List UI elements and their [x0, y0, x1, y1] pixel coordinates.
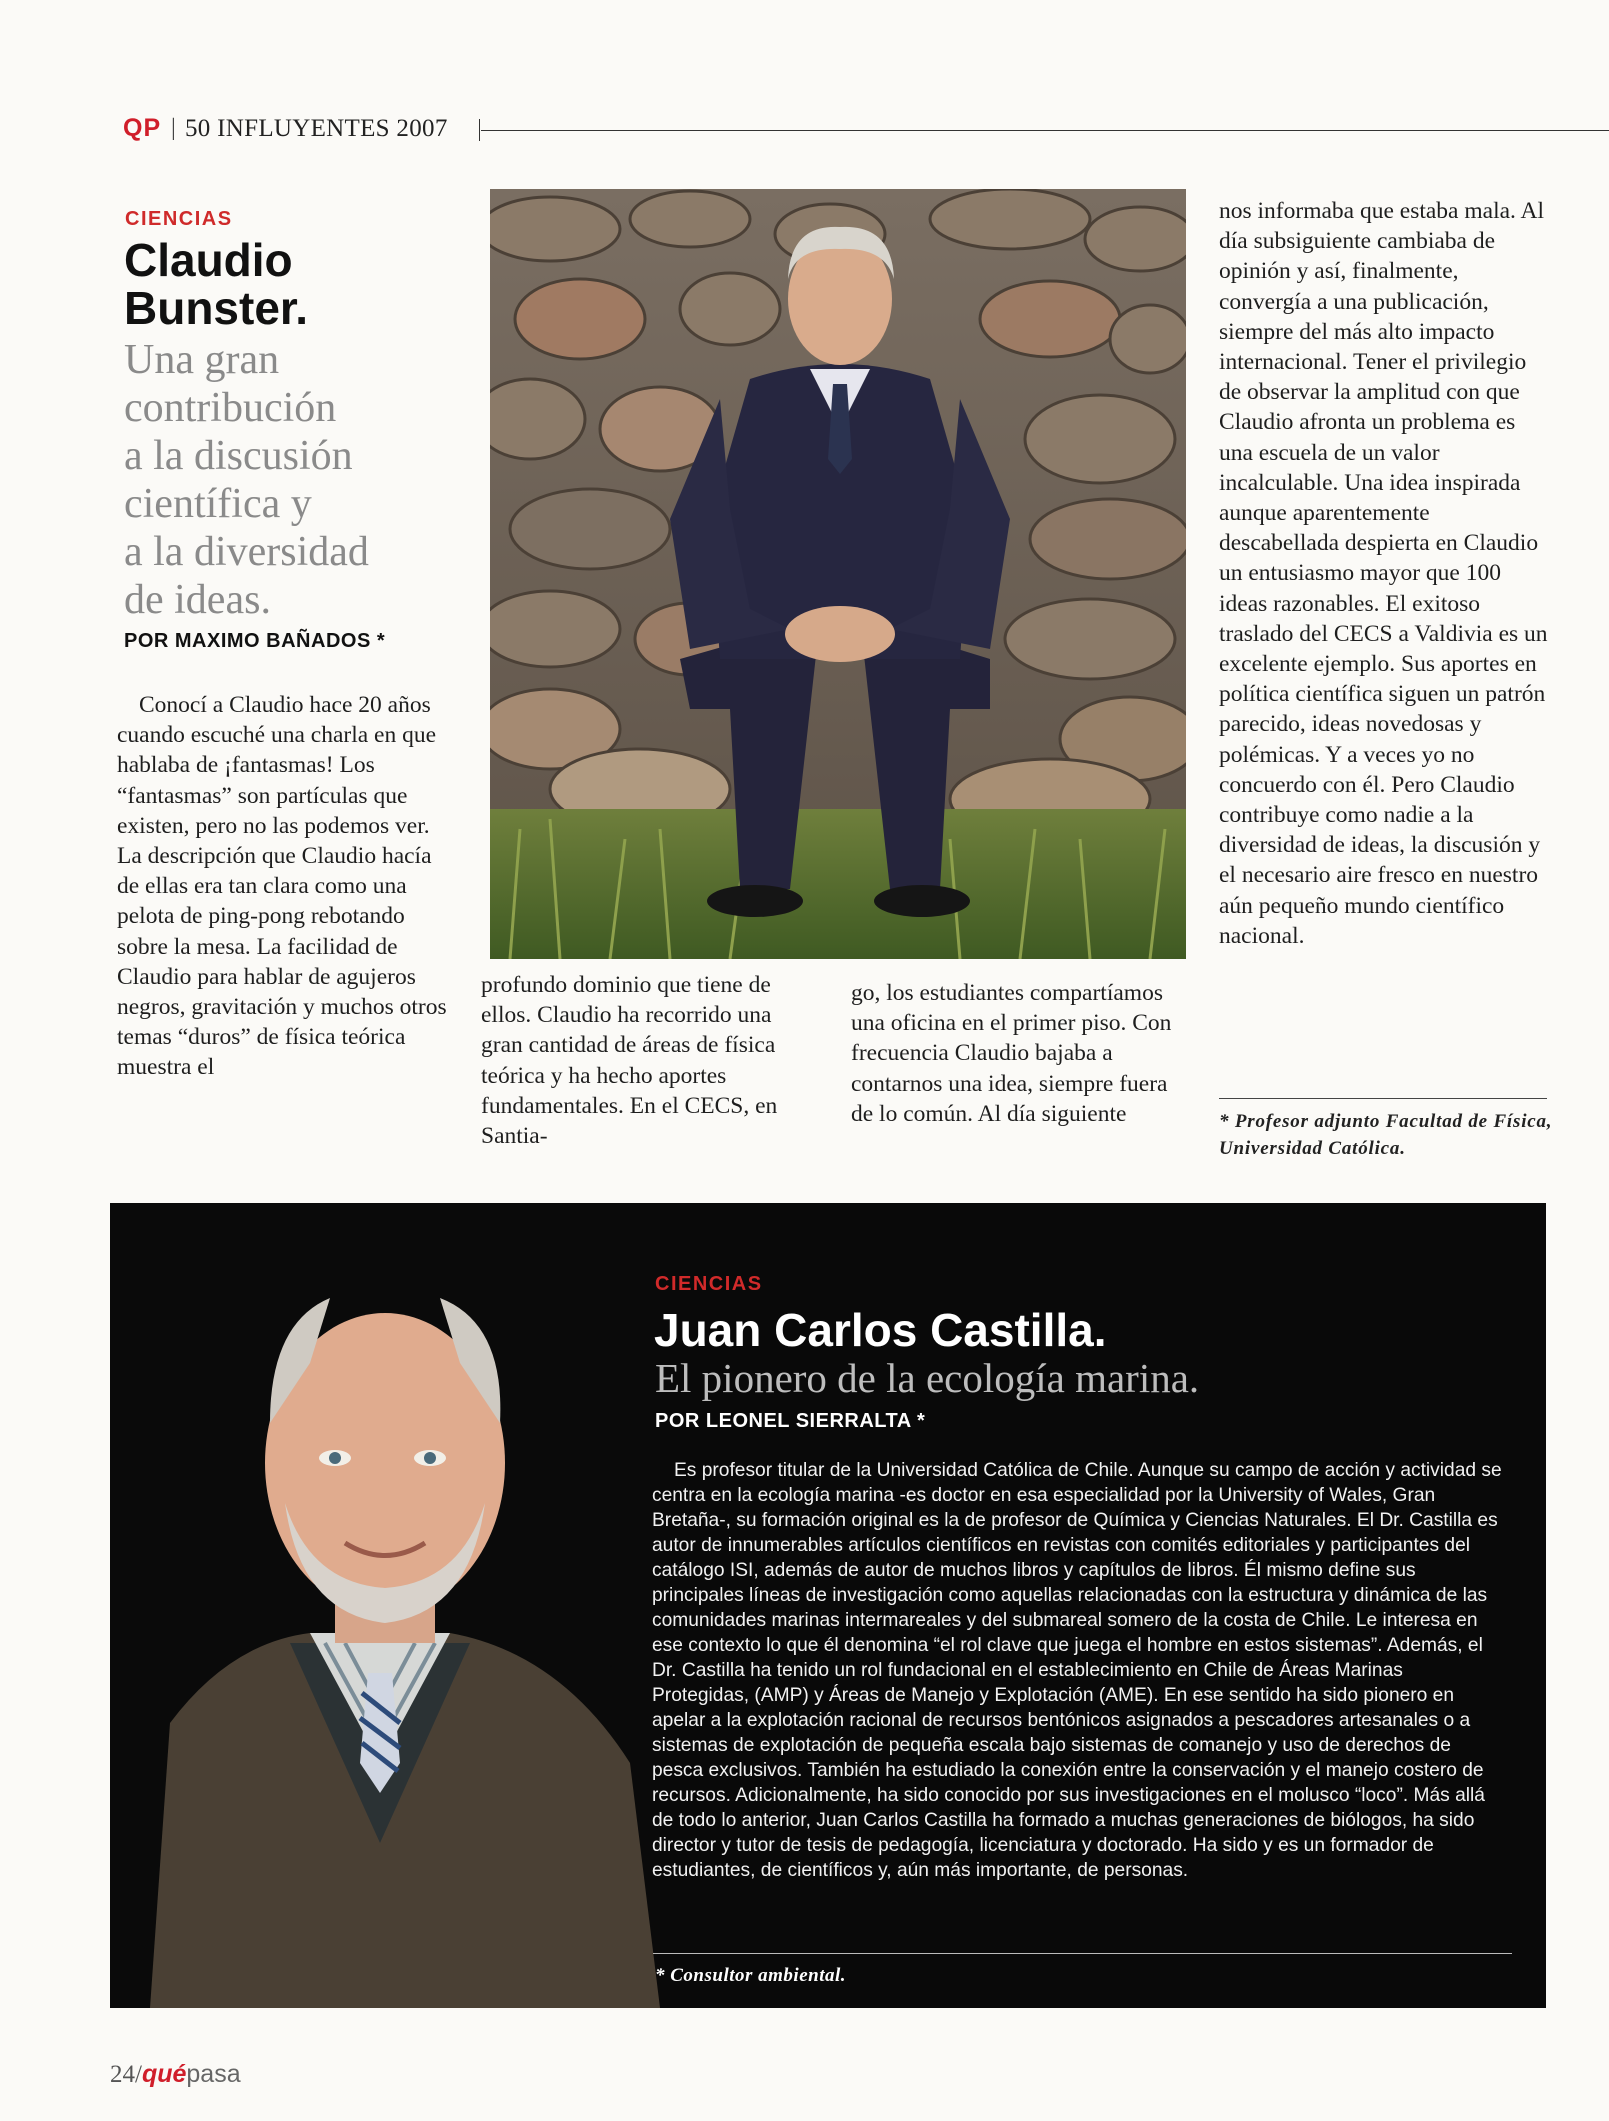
article2-body: Es profesor titular de la Universidad Católica de Chile. Aunque su campo de acción y actividad se centra en la ecología marina -es doctor en esa especialidad por la University of Wales, Gran Bretaña-, su formación original es la de profesor de Química y Ciencias Naturales. El Dr. Castilla es autor de innumerables artículos científicos en revistas con comités editoriales y participantes del catálogo ISI, además de autor de muchos libros y capítulos de libros. Él mismo define sus principales líneas de investigación como aquellas relacionadas con la estructura y dinámica de las comunidades marinas intermareales y del submareal somero de la costa de Chile. Le interesa en ese contexto lo que él denomina “el rol clave que juega el hombre en estos sistemas”. Además, el Dr. Castilla ha tenido un rol fundacional en el establecimiento en Chile de Áreas Marinas Protegidas, (AMP) y Áreas de Manejo y Explotación (AME). En ese sentido ha sido pionero en apelar a la explotación racional de recursos bentónicos asignados a pescadores artesanales o a sistemas de explotación de pequeña escala bajo sistemas de comanejo y uso de derechos de pesca exclusivos. También ha estudiado la conexión entre la conservación y el manejo costero de recursos. Adicionalmente, ha sido conocido por sus investigaciones en el molusco “loco”. Más allá de todo lo anterior, Juan Carlos Castilla ha formado a muchas generaciones de biólogos, ha sido director y tutor de tesis de pedagogía, licenciatura y doctorado. Ha sido y es un formador de estudiantes, de científicos y, aún más importante, de personas.	[652, 1460, 1502, 1881]
article1-subtitle-line: Una gran	[124, 337, 280, 383]
article1-footnote: * Profesor adjunto Facultad de Física, Universidad Católica.	[1219, 1111, 1553, 1159]
article1-name	[124, 236, 308, 332]
article1-column-4-text: nos informaba que estaba mala. Al día subsiguiente cambiaba de opinión y así, finalmente, convergía a una publicación, siempre del más alto impacto internacional. Tener el privilegio de observar la amplitud con que Claudio afronta un problema es una escuela de un valor incalculable. Una idea inspirada aunque aparentemente descabellada despierta en Claudio un entusiasmo mayor que 100 ideas razonables. El exitoso traslado del CECS a Valdivia es un excelente ejemplo. Sus aportes en política científica siguen un patrón parecido, ideas novedosas y polémicas. Y a veces yo no concuerdo con él. Pero Claudio contribuye como nadie a la diversidad de ideas, la discusión y el necesario aire fresco en nuestro aún pequeño mundo científico nacional.	[1219, 198, 1548, 949]
article1-subtitle-line: científica y	[124, 481, 312, 527]
article1-byline: POR MAXIMO BAÑADOS *	[124, 630, 386, 652]
article2-category: CIENCIAS	[655, 1273, 763, 1295]
article1-subtitle-line: a la discusión	[124, 433, 353, 479]
article1-column-2-text: profundo dominio que tiene de ellos. Claudio ha recorrido una gran cantidad de áreas de física teórica y ha hecho aportes fundamentales. En el CECS, en Santia-	[481, 972, 778, 1150]
article1-footnote-rule	[1219, 1098, 1547, 1099]
page-footer	[110, 2060, 241, 2089]
header-rule-tick	[479, 119, 480, 141]
header-separator: |	[171, 115, 176, 141]
article2-name: Juan Carlos Castilla.	[654, 1304, 1107, 1356]
magazine-logo: QP	[123, 114, 162, 142]
article1-column-4	[1219, 196, 1549, 951]
page-number: 24/	[110, 2061, 142, 2088]
article2-subtitle: El pionero de la ecología marina.	[655, 1355, 1200, 1401]
header-rule	[481, 130, 1609, 131]
article1-column-1	[117, 690, 447, 1083]
footer-brand-pasa: pasa	[186, 2060, 241, 2088]
claudio-bunster-illustration	[490, 189, 1186, 959]
footer-brand-que: qué	[141, 2060, 187, 2088]
article1-subtitle-line: contribución	[124, 385, 337, 431]
article1-name-line1: Claudio	[124, 234, 293, 286]
article1-column-2	[481, 970, 806, 1151]
juan-carlos-castilla-illustration	[110, 1203, 660, 2008]
article1-column-1-text: Conocí a Claudio hace 20 años cuando escuché una charla en que hablaba de ¡fantasmas! Los “fantasmas” son partículas que existen, pero no las podemos ver. La descripción que Claudio hacía de ellas era tan clara como una pelota de ping-pong rebotando sobre la mesa. La facilidad de Claudio para hablar de agujeros negros, gravitación y muchos otros temas “duros” de física teórica muestra el	[117, 692, 447, 1081]
page-header	[123, 112, 1609, 148]
article1-subtitle-line: de ideas.	[124, 577, 271, 623]
article1-subtitle	[124, 336, 444, 624]
article2-footnote: * Consultor ambiental.	[655, 1965, 847, 1986]
article1-name-line2: Bunster.	[124, 282, 309, 334]
article1-subtitle-line: a la diversidad	[124, 529, 369, 575]
article1-column-3	[851, 978, 1176, 1129]
juan-carlos-castilla-photo	[110, 1203, 660, 2008]
claudio-bunster-photo	[490, 189, 1186, 959]
article1-column-3-text: go, los estudiantes compartíamos una oficina en el primer piso. Con frecuencia Claudio bajaba a contarnos una idea, siempre fuera de lo común. Al día siguiente	[851, 980, 1172, 1127]
section-title: 50 INFLUYENTES 2007	[185, 115, 448, 142]
article2-byline: POR LEONEL SIERRALTA *	[655, 1410, 926, 1432]
article2-footnote-rule	[653, 1953, 1512, 1954]
article1-category: CIENCIAS	[125, 208, 233, 230]
